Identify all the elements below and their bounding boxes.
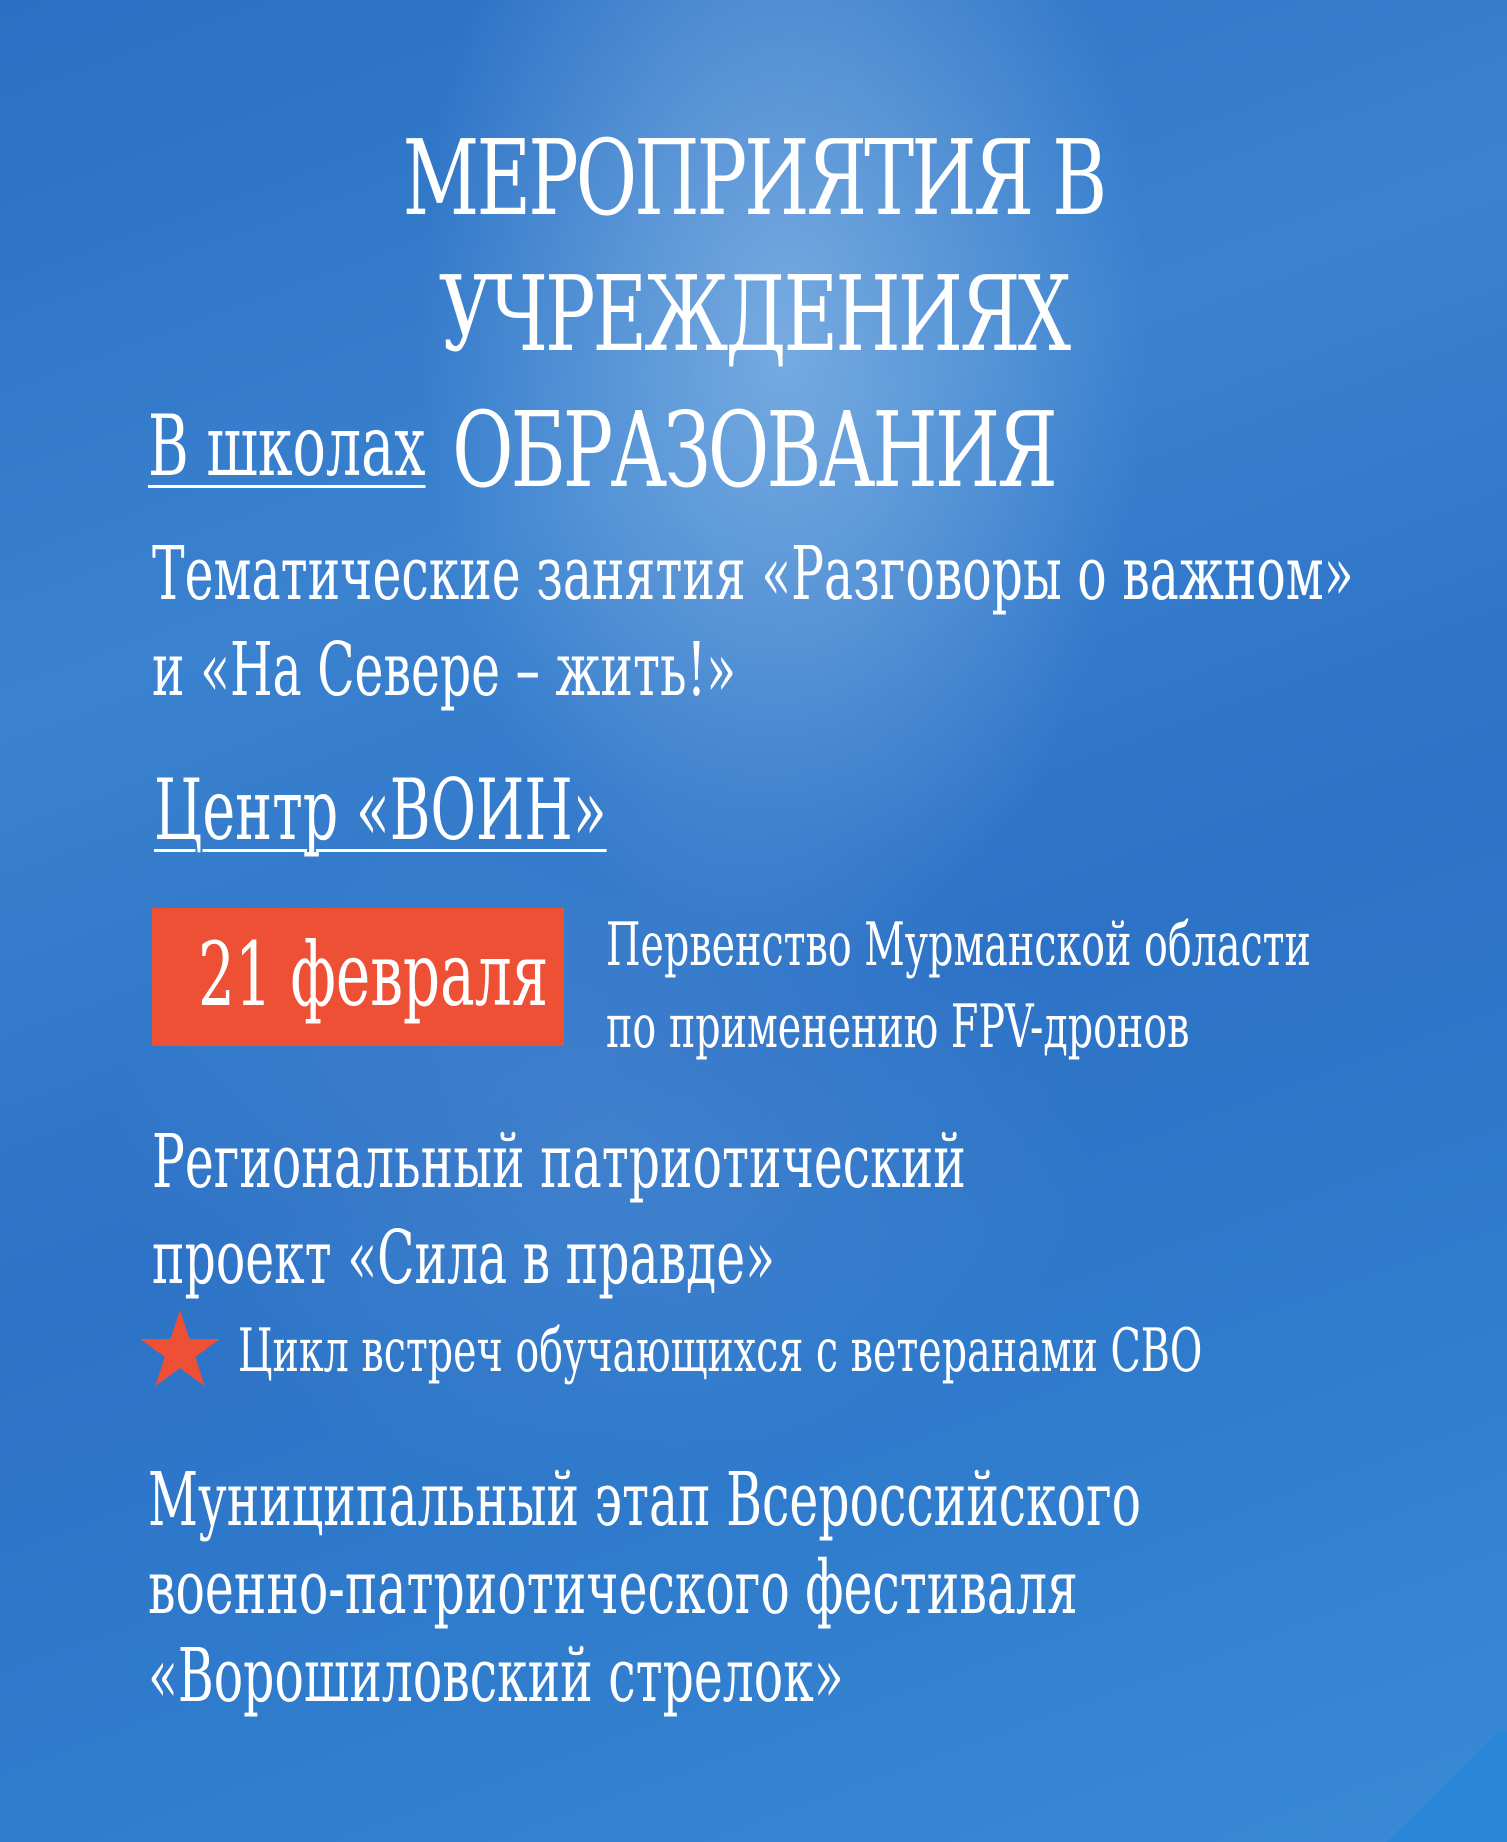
project-bullet-text: Цикл встреч обучающихся с ветеранами СВО [238, 1316, 1203, 1386]
center-heading: Центр «ВОИН» [154, 761, 607, 859]
event-text-line-1: Первенство Мурманской области [606, 910, 1311, 980]
project-text-line-2: проект «Сила в правде» [152, 1215, 775, 1301]
corner-decoration [1377, 1732, 1507, 1842]
title-line-1: МЕРОПРИЯТИЯ В УЧРЕЖДЕНИЯХ [402, 117, 1105, 375]
event-date: 21 февраля [198, 923, 549, 1026]
event-text-line-2: по применению FPV-дронов [606, 992, 1190, 1062]
schools-heading: В школах [148, 397, 426, 495]
festival-text-line-3: «Ворошиловский стрелок» [148, 1633, 844, 1719]
star-icon [140, 1310, 220, 1386]
title-line-2: ОБРАЗОВАНИЯ [452, 389, 1055, 511]
project-text-line-1: Региональный патриотический [152, 1119, 966, 1205]
schools-text-line-1: Тематические занятия «Разговоры о важном» [152, 531, 1354, 617]
schools-text-line-2: и «На Севере – жить!» [152, 627, 737, 713]
festival-text-line-2: военно-патриотического фестиваля [148, 1545, 1078, 1631]
festival-text-line-1: Муниципальный этап Всероссийского [148, 1457, 1142, 1543]
